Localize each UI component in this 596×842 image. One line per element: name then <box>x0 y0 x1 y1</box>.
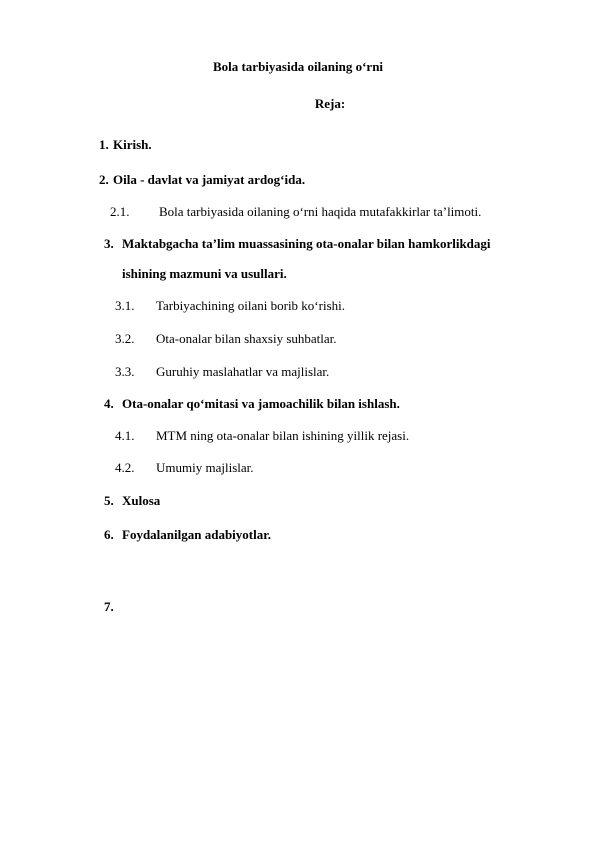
item-number: 2.1. <box>110 204 130 219</box>
item-number: 4.1. <box>115 428 135 443</box>
item-text: Kirish. <box>113 137 152 152</box>
item-number: 7. <box>104 599 114 614</box>
item-number: 3.1. <box>115 298 135 313</box>
document-title: Bola tarbiyasida oilaning o‘rni <box>212 59 384 74</box>
item-text: Tarbiyachining oilani borib ko‘rishi. <box>156 298 345 313</box>
item-text: Foydalanilgan adabiyotlar. <box>122 527 272 542</box>
item-text: Oila - davlat va jamiyat ardog‘ida. <box>113 172 306 187</box>
item-text: Umumiy majlislar. <box>156 460 254 475</box>
item-number: 5. <box>104 493 114 508</box>
item-text: Ota-onalar bilan shaxsiy suhbatlar. <box>156 331 337 346</box>
item-number: 3. <box>104 236 114 251</box>
item-text: MTM ning ota-onalar bilan ishining yillik rejasi. <box>156 428 410 443</box>
item-text: Bola tarbiyasida oilaning o‘rni haqida mutafakkirlar ta’limoti. <box>159 204 482 219</box>
item-number: 4.2. <box>115 460 135 475</box>
item-number: 3.3. <box>115 364 135 379</box>
item-number: 2. <box>99 172 109 187</box>
item-text-continued: ishining mazmuni va usullari. <box>122 266 287 281</box>
item-text: Xulosa <box>122 493 161 508</box>
item-number: 4. <box>104 396 114 411</box>
item-number: 6. <box>104 527 114 542</box>
item-number: 1. <box>99 137 109 152</box>
item-text: Guruhiy maslahatlar va majlislar. <box>156 364 330 379</box>
plan-heading: Reja: <box>314 96 346 111</box>
item-number: 3.2. <box>115 331 135 346</box>
item-text: Ota-onalar qo‘mitasi va jamoachilik bilan ishlash. <box>122 396 400 411</box>
item-text: Maktabgacha ta’lim muassasining ota-onalar bilan hamkorlikdagi <box>122 236 491 251</box>
